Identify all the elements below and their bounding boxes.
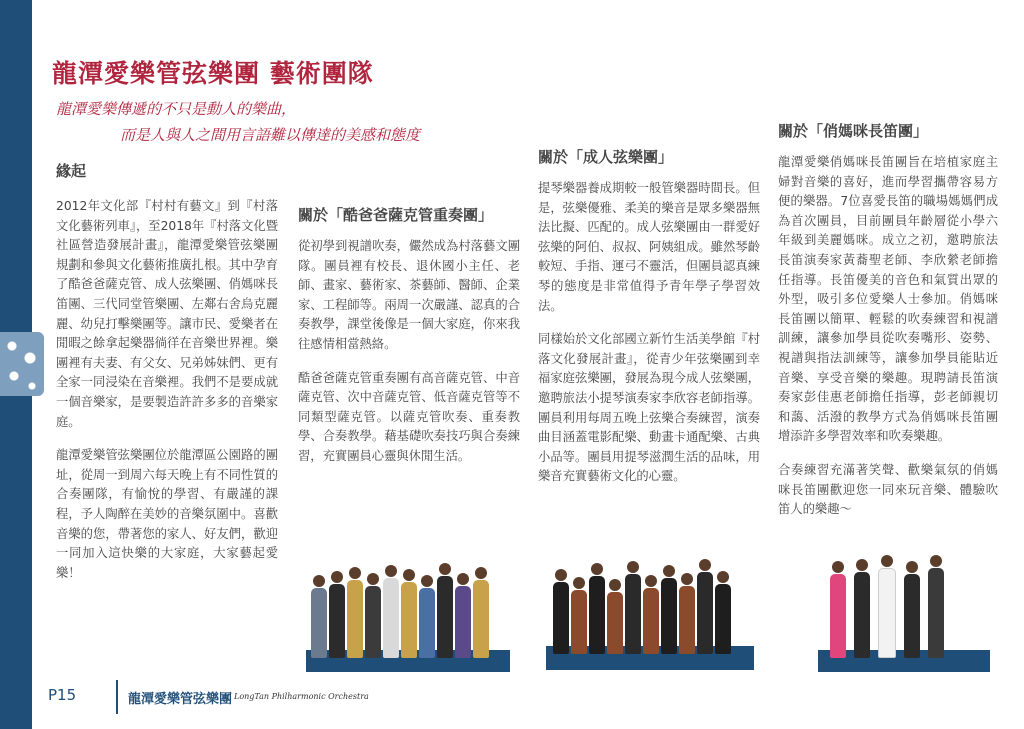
flute-paragraph-1: 龍潭愛樂俏媽咪長笛團旨在培植家庭主婦對音樂的喜好，進而學習攜帶容易方便的樂器。7位喜愛長笛的職場媽媽們成為首次團員，目前團員年齡層從小學六年級到美麗媽咪。成立之初，邀聘旅法長笛演奏家黃蕎聖老師、李欣縈老師擔任指導。長笛優美的音色和氣質出眾的外型，吸引多位愛樂人士參加。俏媽咪長笛團以簡單、輕鬆的吹奏練習和視譜訓練，讓參加學員從吹奏嘴形、姿勢、視譜與指法訓練等，讓參加學員能貼近音樂、享受音樂的樂趣。現聘請長笛演奏家彭佳惠老師擔任指導，彭老師親切和藹、活潑的教學方式為俏媽咪長笛團增添許多學習效率和吹奏樂趣。 [778,155,998,444]
person-figure [437,563,453,658]
flute-heading: 關於「俏媽咪長笛團」 [778,122,929,140]
person-figure [365,573,381,658]
person-figure [473,567,489,658]
person-figure [625,561,641,654]
footer-org-name: 龍潭愛樂管弦樂團 [128,692,233,707]
flute-section [778,120,998,520]
sax-heading: 關於「酷爸爸薩克管重奏團」 [298,206,494,224]
person-figure [311,575,327,658]
person-figure [383,565,399,658]
person-figure [715,571,731,654]
person-figure [830,561,846,658]
person-figure [401,569,417,658]
sax-group-photo [306,540,510,672]
origin-paragraph-2: 龍潭愛樂管弦樂團位於龍潭區公園路的團址，從周一到周六每天晚上有不同性質的合奏團隊，有愉悅的學習、有嚴謹的課程，予人陶醉在美妙的音樂氛圍中。喜歡音樂的您，帶著您的家人、好友們，歡迎一同加入這快樂的大家庭，大家藝起愛樂！ [56,448,278,580]
person-figure [904,561,920,658]
motto-line-1: 龍潭愛樂傳遞的不只是動人的樂曲， [56,100,297,118]
person-figure [347,567,363,658]
sax-paragraph-1: 從初學到視譜吹奏，儼然成為村落藝文團隊。團員裡有校長、退休國小主任、老師、畫家、藝術家、茶藝師、醫師、企業家、工程師等。兩周一次嚴謹、認真的合奏教學，課堂後像是一個大家庭，你來我往感情相當熱絡。 [298,239,520,351]
sax-section [298,204,520,467]
footer-divider [116,680,118,714]
person-figure [661,565,677,654]
strings-heading: 關於「成人弦樂團」 [538,148,674,166]
origin-section [56,160,278,583]
strings-paragraph-1: 提琴樂器養成期較一般管樂器時間長。但是，弦樂優雅、柔美的樂音是眾多樂器無法比擬、匹配的。成人弦樂團由一群愛好弦樂的阿伯、叔叔、阿姨組成。雖然琴齡較短、手指、運弓不靈活，但團員認真練琴的態度是非常值得予青年學子學習效法。 [538,181,760,313]
flute-group-photo [818,546,990,672]
person-figure [589,563,605,654]
sax-group-people [310,563,490,658]
motto-line-2: 而是人與人之間用言語難以傳達的美感和態度 [120,126,421,144]
flute-group-people [826,555,948,658]
person-figure [679,573,695,654]
person-figure [928,555,944,658]
flute-paragraph-2: 合奏練習充滿著笑聲、歡樂氣氛的俏媽咪長笛團歡迎您一同來玩音樂、體驗吹笛人的樂趣～ [778,462,998,517]
person-figure [697,559,713,654]
strings-section [538,146,760,487]
origin-heading: 緣起 [56,162,87,180]
footer-org-name-en: LongTan Philharmonic Orchestra [234,692,369,701]
sax-paragraph-2: 酷爸爸薩克管重奏團有高音薩克管、中音薩克管、次中音薩克管、低音薩克管等不同類型薩克管。以薩克管吹奏、重奏教學、合奏教學。藉基礎吹奏技巧與合奏練習，充實團員心靈與休閒生活。 [298,370,520,463]
origin-paragraph-1: 2012年文化部『村村有藝文』到『村落文化藝術列車』，至2018年『村落文化暨社區營造發展計畫』，龍潭愛樂管弦樂團規劃和參與文化藝術推廣扎根。其中孕育了酷爸爸薩克管、成人弦樂團、俏媽咪長笛團、三代同堂管樂團、左鄰右舍烏克麗麗、幼兒打擊樂團等。讓市民、愛樂者在閒暇之餘拿起樂器徜徉在音樂世界裡。樂團裡有夫妻、有父女、兄弟姊妹們、更有全家一同浸染在音樂裡。我們不是要成就一個音樂家，是要製造許許多多的音樂家庭。 [56,199,278,429]
person-figure [455,573,471,658]
person-figure [607,579,623,654]
strings-group-people [552,559,732,654]
person-figure [571,577,587,654]
person-figure [854,559,870,658]
page-number: P15 [48,686,77,704]
person-figure [553,569,569,654]
person-figure [643,575,659,654]
strings-group-photo [546,540,754,670]
person-figure [329,571,345,658]
person-figure [419,575,435,658]
strings-paragraph-2: 同樣始於文化部國立新竹生活美學館『村落文化發展計畫』，從青少年弦樂團到幸福家庭弦樂團，發展為現今成人弦樂團，邀聘旅法小提琴演奏家李欣容老師指導。團員利用每周五晚上弦樂合奏練習，演奏曲目涵蓋電影配樂、動畫卡通配樂、古典小品等。團員用提琴滋潤生活的品味，用樂音充實藝術文化的心靈。 [538,332,760,484]
person-figure [878,555,896,658]
page-title: 龍潭愛樂管弦樂團 藝術團隊 [52,59,374,88]
floral-ornament-icon [0,332,44,396]
